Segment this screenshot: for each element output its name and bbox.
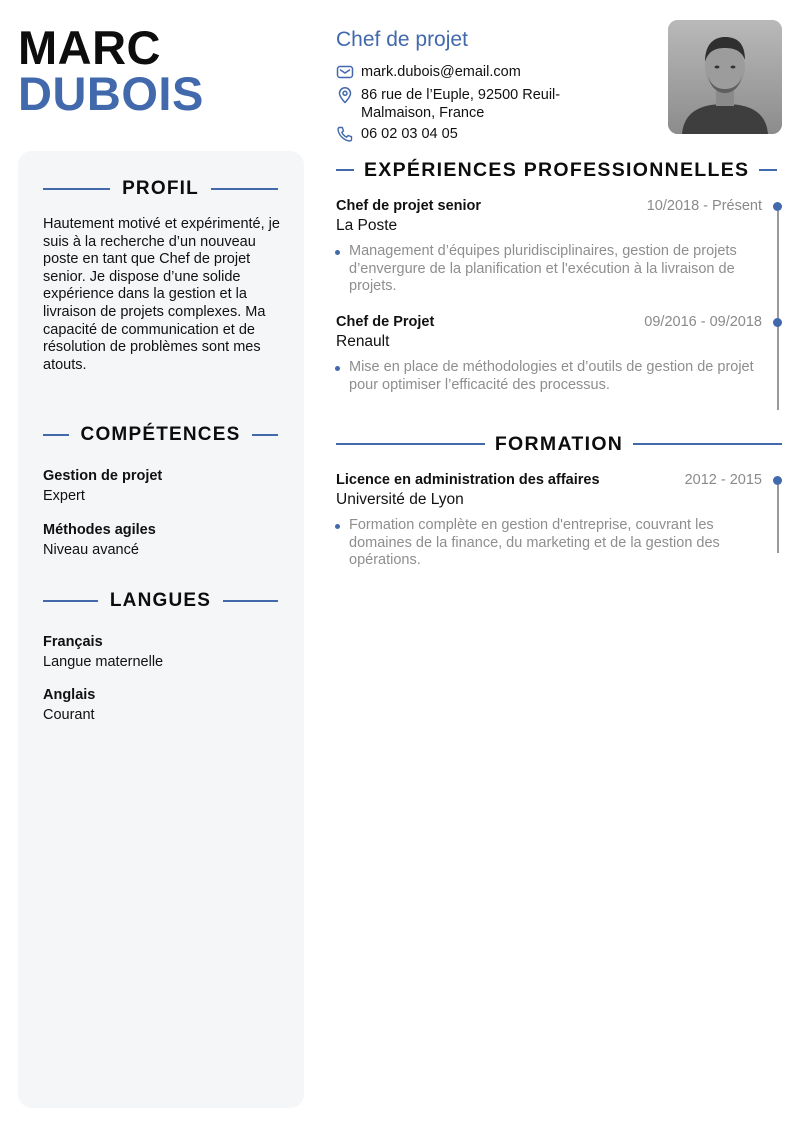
- divider: [336, 443, 485, 445]
- experience-section-header: [336, 157, 782, 183]
- languages-section-header: [43, 589, 278, 613]
- profile-photo: [668, 20, 782, 134]
- timeline-line: [777, 485, 779, 553]
- experience-description: Mise en place de méthodologies et d’outils de gestion de projet pour optimiser l’efficacité des processus.: [349, 359, 754, 393]
- education-description: Formation complète en gestion d'entreprise, couvrant les domaines de la finance, du marketing et de la gestion des opérations.: [349, 517, 720, 569]
- skills-section-header: [43, 423, 278, 447]
- phone-icon: [336, 125, 354, 143]
- phone-text[interactable]: 06 02 03 04 05: [361, 126, 458, 142]
- experience-description: Management d’équipes pluridisciplinaires, gestion de projets d’envergure de la planification et l'exécution à la livraison de projets.: [349, 243, 737, 295]
- timeline-line: [777, 211, 779, 410]
- language-level: Courant: [43, 707, 95, 723]
- experience-dates: 10/2018 - Présent: [646, 198, 762, 214]
- experience-company: La Poste: [336, 217, 398, 234]
- map-pin-icon: [336, 86, 354, 104]
- divider: [759, 169, 777, 171]
- education-section-header: [336, 431, 782, 457]
- language-name: Français: [43, 634, 103, 650]
- timeline-dot: [773, 476, 782, 485]
- bullet-icon: [335, 524, 340, 529]
- skill-item: [43, 521, 156, 559]
- contact-email[interactable]: [336, 63, 521, 81]
- education-degree: Licence en administration des affaires: [336, 472, 600, 488]
- divider: [223, 600, 278, 602]
- address-line-1: 86 rue de l’Euple, 92500 Reuil-: [361, 87, 561, 103]
- profile-section-header: [43, 177, 278, 201]
- person-portrait-icon: [668, 20, 782, 134]
- skill-name: Gestion de projet: [43, 468, 163, 484]
- first-name: MARC: [18, 21, 161, 74]
- divider: [633, 443, 782, 445]
- divider: [43, 434, 69, 436]
- divider: [43, 188, 110, 190]
- language-name: Anglais: [43, 687, 96, 703]
- language-item: [43, 686, 95, 724]
- divider: [211, 188, 278, 190]
- skill-item: [43, 467, 162, 505]
- education-school: Université de Lyon: [336, 491, 464, 508]
- envelope-icon: [336, 63, 354, 81]
- bullet-icon: [335, 250, 340, 255]
- address-line-2: Malmaison, France: [361, 105, 485, 121]
- languages-title: LANGUES: [109, 590, 212, 611]
- divider: [252, 434, 278, 436]
- language-level: Langue maternelle: [43, 654, 164, 670]
- last-name: DUBOIS: [18, 67, 204, 120]
- timeline-dot: [773, 202, 782, 211]
- skill-name: Méthodes agiles: [43, 522, 156, 538]
- timeline-dot: [773, 318, 782, 327]
- experience-role: Chef de Projet: [336, 314, 435, 330]
- skill-level: Expert: [43, 488, 85, 504]
- experience-title: EXPÉRIENCES PROFESSIONNELLES: [364, 158, 750, 181]
- profile-title: PROFIL: [122, 178, 199, 199]
- education-dates: 2012 - 2015: [684, 472, 762, 488]
- experience-dates: 09/2016 - 09/2018: [644, 314, 762, 330]
- experience-role: Chef de projet senior: [336, 198, 482, 214]
- divider: [43, 600, 98, 602]
- language-item: [43, 633, 163, 671]
- email-text[interactable]: mark.dubois@email.com: [361, 64, 521, 80]
- bullet-icon: [335, 366, 340, 371]
- education-title: FORMATION: [494, 432, 624, 455]
- experience-company: Renault: [336, 333, 390, 350]
- job-title: Chef de projet: [336, 28, 468, 51]
- skills-title: COMPÉTENCES: [80, 424, 241, 445]
- contact-address: [336, 86, 560, 122]
- contact-phone[interactable]: [336, 125, 458, 143]
- profile-text: Hautement motivé et expérimenté, je suis à la recherche d’un nouveau poste en tant que Chef de projet senior. Je dispose d’une solide expérience dans la gestion et la livraison de projets complexes. Ma capacité de communication et de résolution de problèmes sont mes atouts.: [43, 216, 280, 373]
- skill-level: Niveau avancé: [43, 542, 139, 558]
- divider: [336, 169, 354, 171]
